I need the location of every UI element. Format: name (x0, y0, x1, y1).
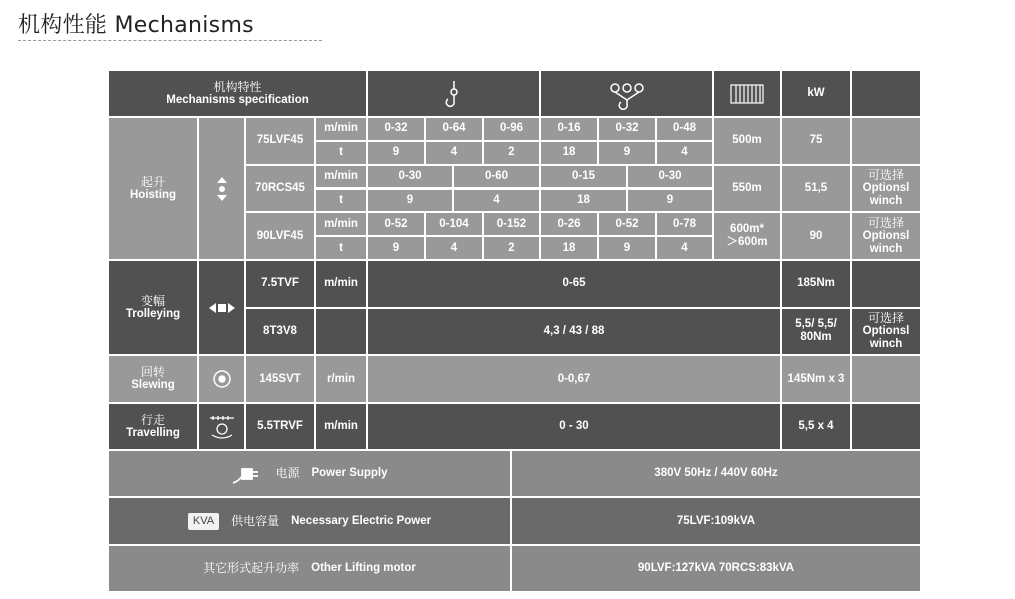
hoist-value (426, 213, 482, 235)
hoist-value-text: 0-60 (484, 170, 509, 183)
hoist-value-text: 9 (392, 146, 400, 159)
hoist-value-text: 0-32 (384, 122, 408, 135)
slewing-power-text: 145Nm x 3 (787, 372, 845, 385)
double-hook-header (541, 71, 712, 116)
hoist-kw-text: 75 (809, 134, 823, 147)
hoist-value (657, 237, 712, 259)
trolley-option-text: Optionsl (862, 324, 910, 337)
hoist-value-text: 0-30 (398, 170, 422, 183)
hoist-value (426, 142, 482, 164)
hoist-value (541, 142, 597, 164)
slewing-model (246, 356, 314, 402)
hoist-value-text: 9 (623, 146, 631, 159)
travelling-power (782, 404, 850, 449)
hoist-value-text: 4 (681, 146, 688, 159)
other-motor-label (109, 546, 510, 591)
electric-power-label-en: Necessary Electric Power (291, 514, 432, 527)
trolley-power (782, 309, 850, 355)
hoist-value-text: 0-32 (615, 122, 639, 135)
hoist-height (714, 118, 780, 164)
trolley-value (368, 261, 780, 307)
slewing-label-en: Slewing (131, 379, 175, 391)
other-motor-label-en: Other Lifting motor (311, 562, 416, 574)
trolley-option-text: winch (869, 337, 903, 350)
hoist-value-text: 0-30 (658, 170, 682, 183)
trolley-unit-text: m/min (324, 277, 358, 290)
rotation-icon (211, 368, 233, 390)
slewing-label-cn: 回转 (140, 365, 165, 379)
hoist-unit (316, 237, 366, 259)
trolley-unit (316, 261, 366, 307)
electric-power-value (512, 498, 920, 544)
hoist-value (541, 166, 626, 188)
trolley-unit (316, 309, 366, 355)
hoist-kw (782, 213, 850, 259)
hoist-value (541, 118, 597, 140)
hoist-kw (782, 118, 850, 164)
hoist-unit-text: t (339, 241, 343, 254)
trolleying-label (109, 261, 197, 354)
trolley-power (782, 261, 850, 307)
hoist-unit (316, 118, 366, 140)
hoist-value-text: 0-78 (672, 217, 697, 230)
travel-rail-icon (208, 415, 236, 439)
hoist-model (246, 118, 314, 164)
hoist-option-text: 可选择 (867, 167, 904, 182)
slewing-unit-text: r/min (326, 372, 356, 385)
travelling-label-en: Travelling (126, 426, 180, 439)
hoist-model-name: 70RCS45 (255, 181, 305, 194)
hoist-value-text: 0-48 (672, 122, 697, 135)
trolley-option (852, 309, 920, 355)
hoist-value (541, 237, 597, 259)
travelling-label (109, 404, 197, 449)
hoist-value-text: 0-15 (571, 170, 596, 183)
hoist-value (484, 142, 539, 164)
hoist-value (368, 166, 452, 188)
hoist-value-text: 4 (493, 193, 500, 206)
slewing-power (782, 356, 850, 402)
hoist-value-text: 0-52 (615, 217, 639, 230)
hoist-value-text: 0-104 (439, 217, 469, 230)
rope-drum-icon (728, 81, 766, 107)
kw-label: kW (807, 87, 825, 99)
trolley-value-text: 0-65 (562, 277, 586, 290)
trolleying-label-en: Trolleying (125, 307, 181, 320)
hoist-unit-text: m/min (324, 217, 358, 230)
hoist-option (852, 166, 920, 212)
hoist-value-text: 18 (577, 193, 590, 206)
hoist-height (714, 213, 780, 259)
hoist-option-text: Optionsl (862, 181, 910, 194)
hoist-option-text: winch (869, 194, 903, 207)
trolley-model (246, 261, 314, 307)
hoist-value (484, 213, 539, 235)
slewing-value (368, 356, 780, 402)
plug-icon (231, 463, 261, 485)
hoist-value (541, 213, 597, 235)
other-motor-value (512, 546, 920, 591)
hoist-model-name: 90LVF45 (256, 229, 304, 242)
hoist-value (368, 237, 424, 259)
hoist-value-text: 0-96 (499, 122, 524, 135)
trolley-power-text: 5,5/ 5,5/ (795, 318, 837, 331)
electric-power-label (109, 498, 510, 544)
trolley-model-name: 7.5TVF (261, 277, 299, 290)
hoist-value-text: 2 (508, 241, 515, 254)
hoist-value (599, 213, 655, 235)
travelling-model (246, 404, 314, 449)
trolley-option (852, 261, 920, 307)
travelling-value-text: 0 - 30 (559, 420, 589, 432)
option-header (852, 71, 920, 116)
trolleying-icon-cell (199, 261, 244, 354)
hoist-unit-text: t (339, 146, 343, 159)
hoist-option (852, 118, 920, 164)
slewing-option (852, 356, 920, 402)
trolley-model (246, 309, 314, 355)
travelling-unit (316, 404, 366, 449)
power-supply-value-text: 380V 50Hz / 440V 60Hz (654, 467, 778, 479)
hoisting-icon-cell (199, 118, 244, 259)
travelling-icon-cell (199, 404, 244, 449)
hoist-value (628, 190, 712, 212)
slewing-label (109, 356, 197, 402)
hoist-value-text: 18 (562, 146, 576, 159)
other-motor-value-text: 90LVF:127kVA 70RCS:83kVA (637, 562, 795, 574)
travelling-label-cn: 行走 (140, 412, 165, 427)
travelling-unit-text: m/min (324, 420, 358, 432)
hoist-value (657, 142, 712, 164)
hoist-value (454, 166, 539, 188)
hoist-value-text: 4 (450, 146, 458, 159)
hoisting-label-en: Hoisting (130, 188, 176, 201)
hoist-value-text: 2 (508, 146, 515, 159)
hoist-value-text: 0-64 (442, 122, 466, 135)
hoist-value-text: 18 (562, 241, 576, 254)
power-supply-label-cn: 电源 (275, 466, 300, 480)
power-supply-label-en: Power Supply (311, 467, 388, 479)
hoist-value-text: 4 (450, 241, 458, 254)
hoist-value (426, 118, 482, 140)
hoist-height-text: ＞600m (726, 236, 768, 249)
slewing-icon-cell (199, 356, 244, 402)
spec-header (109, 71, 366, 116)
hook-single-icon (440, 79, 468, 109)
hoist-value (368, 213, 424, 235)
hoist-value (541, 190, 626, 212)
kw-header (782, 71, 850, 116)
hoist-value (599, 142, 655, 164)
hoist-height-text: 500m (732, 134, 762, 147)
trolley-value (368, 309, 780, 355)
hoist-value (484, 118, 539, 140)
spec-label-en: Mechanisms specification (166, 93, 309, 106)
hoist-value-text: 4 (681, 241, 688, 254)
hoist-value (628, 166, 712, 188)
hoist-model-name: 75LVF45 (256, 134, 304, 147)
hoist-value-text: 9 (666, 193, 674, 206)
hoist-value (599, 237, 655, 259)
slewing-unit (316, 356, 366, 402)
hoist-value (426, 237, 482, 259)
hoist-unit (316, 166, 366, 188)
travelling-model-name: 5.5TRVF (257, 420, 303, 432)
hoist-value-text: 9 (623, 241, 631, 254)
hoist-kw (782, 166, 850, 212)
hoist-model (246, 166, 314, 212)
kva-badge: KVA (188, 513, 219, 530)
hoist-unit-text: m/min (324, 170, 358, 183)
power-supply-value (512, 451, 920, 496)
hoist-value-text: 0-26 (557, 217, 581, 230)
hoist-unit (316, 142, 366, 164)
hoist-value (368, 142, 424, 164)
hoist-value (484, 237, 539, 259)
hoist-unit (316, 213, 366, 235)
hoist-value-text: 0-16 (557, 122, 581, 135)
electric-power-label-cn: 供电容量 (231, 513, 280, 528)
trolley-option-text: 可选择 (867, 310, 904, 325)
electric-power-value-text: 75LVF:109kVA (676, 514, 756, 527)
travelling-option (852, 404, 920, 449)
up-down-arrow-icon (216, 177, 228, 201)
hoist-kw-text: 90 (809, 229, 823, 242)
hoist-height-text: 550m (732, 181, 762, 194)
hoist-option-text: winch (869, 242, 903, 255)
hoist-value (368, 118, 424, 140)
hoist-option-text: 可选择 (867, 215, 904, 230)
hook-double-icon (605, 78, 649, 110)
trolleying-label-cn: 变幅 (140, 293, 165, 308)
travelling-value (368, 404, 780, 449)
hoist-value-text: 0-52 (384, 217, 408, 230)
hoisting-label-cn: 起升 (140, 174, 165, 189)
hoist-value-text: 9 (392, 241, 400, 254)
slewing-value-text: 0-0,67 (557, 372, 591, 385)
hoisting-label (109, 118, 197, 259)
hoist-height-text: 600m* (730, 223, 764, 236)
hoist-value-text: 0-152 (496, 217, 527, 230)
hoist-value (599, 118, 655, 140)
spec-label-cn: 机构特性 (213, 79, 262, 94)
hoist-unit-text: m/min (324, 122, 358, 135)
hoist-model (246, 213, 314, 259)
single-hook-header (368, 71, 539, 116)
trolley-power-text: 185Nm (797, 277, 835, 290)
hoist-height (714, 166, 780, 212)
slewing-model-name: 145SVT (259, 372, 301, 385)
page-title: 机构性能 Mechanisms (18, 13, 254, 38)
hoist-option-text: Optionsl (862, 229, 910, 242)
hoist-kw-text: 51,5 (804, 181, 828, 194)
hoist-value (657, 213, 712, 235)
hoist-value-text: 9 (406, 193, 414, 206)
power-supply-label (109, 451, 510, 496)
title-divider (18, 40, 322, 41)
trolley-power-text: 80Nm (800, 331, 832, 344)
drum-header (714, 71, 780, 116)
hoist-option (852, 213, 920, 259)
travelling-power-text: 5,5 x 4 (798, 420, 834, 432)
hoist-unit (316, 190, 366, 212)
trolley-value-text: 4,3 / 43 / 88 (543, 324, 605, 337)
other-motor-label-cn: 其它形式起升功率 (203, 561, 300, 575)
hoist-unit-text: t (339, 193, 343, 206)
trolley-model-name: 8T3V8 (263, 324, 297, 337)
left-right-arrow-icon (209, 302, 235, 314)
hoist-value (368, 190, 452, 212)
hoist-value (657, 118, 712, 140)
hoist-value (454, 190, 539, 212)
